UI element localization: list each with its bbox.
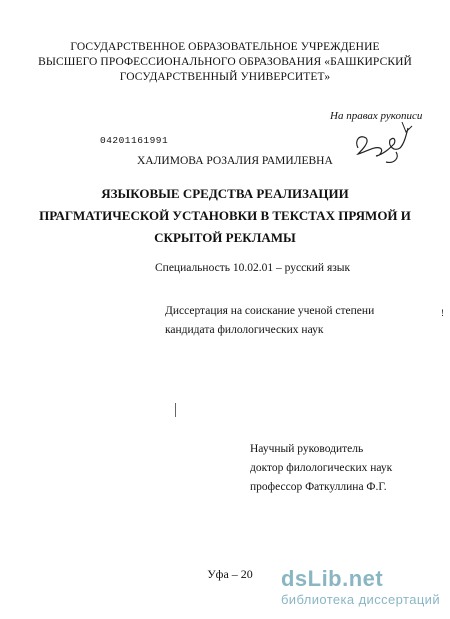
rights-note: На правах рукописи	[330, 110, 423, 122]
margin-mark: !	[441, 308, 444, 318]
scan-artifact-line	[175, 403, 176, 417]
watermark	[281, 568, 440, 607]
city-year: Уфа – 20	[207, 567, 253, 581]
watermark-logo: dsLib.net	[280, 566, 384, 591]
title-line: ПРАГМАТИЧЕСКОЙ УСТАНОВКИ В ТЕКСТАХ ПРЯМОЙ И	[39, 208, 411, 223]
supervisor-line: Научный руководитель	[250, 443, 364, 455]
title-line: ЯЗЫКОВЫЕ СРЕДСТВА РЕАЛИЗАЦИИ	[101, 186, 349, 201]
supervisor-line: профессор Фаткуллина Ф.Г.	[250, 481, 387, 493]
title-line: СКРЫТОЙ РЕКЛАМЫ	[154, 230, 296, 245]
dissertation-title	[0, 183, 450, 249]
degree-line: Диссертация на соискание ученой степени	[165, 305, 375, 317]
supervisor-line: доктор филологических наук	[250, 462, 393, 474]
watermark-subtitle: библиотека диссертаций	[280, 592, 440, 607]
degree-line: кандидата филологических наук	[165, 324, 324, 336]
supervisor-block	[250, 440, 392, 497]
author-name: ХАЛИМОВА РОЗАЛИЯ РАМИЛЕВНА	[137, 155, 333, 167]
degree-statement	[165, 302, 374, 340]
institution-line: ГОСУДАРСТВЕННОЕ ОБРАЗОВАТЕЛЬНОЕ УЧРЕЖДЕНИЕ	[70, 41, 380, 53]
specialty: Специальность 10.02.01 – русский язык	[155, 262, 351, 274]
registration-code: 04201161991	[100, 135, 169, 146]
institution-line: ВЫСШЕГО ПРОФЕССИОНАЛЬНОГО ОБРАЗОВАНИЯ «БАШКИРСКИЙ	[38, 56, 412, 68]
institution-header	[0, 40, 450, 85]
handwritten-signature	[350, 118, 420, 174]
institution-line: ГОСУДАРСТВЕННЫЙ УНИВЕРСИТЕТ»	[119, 71, 331, 83]
